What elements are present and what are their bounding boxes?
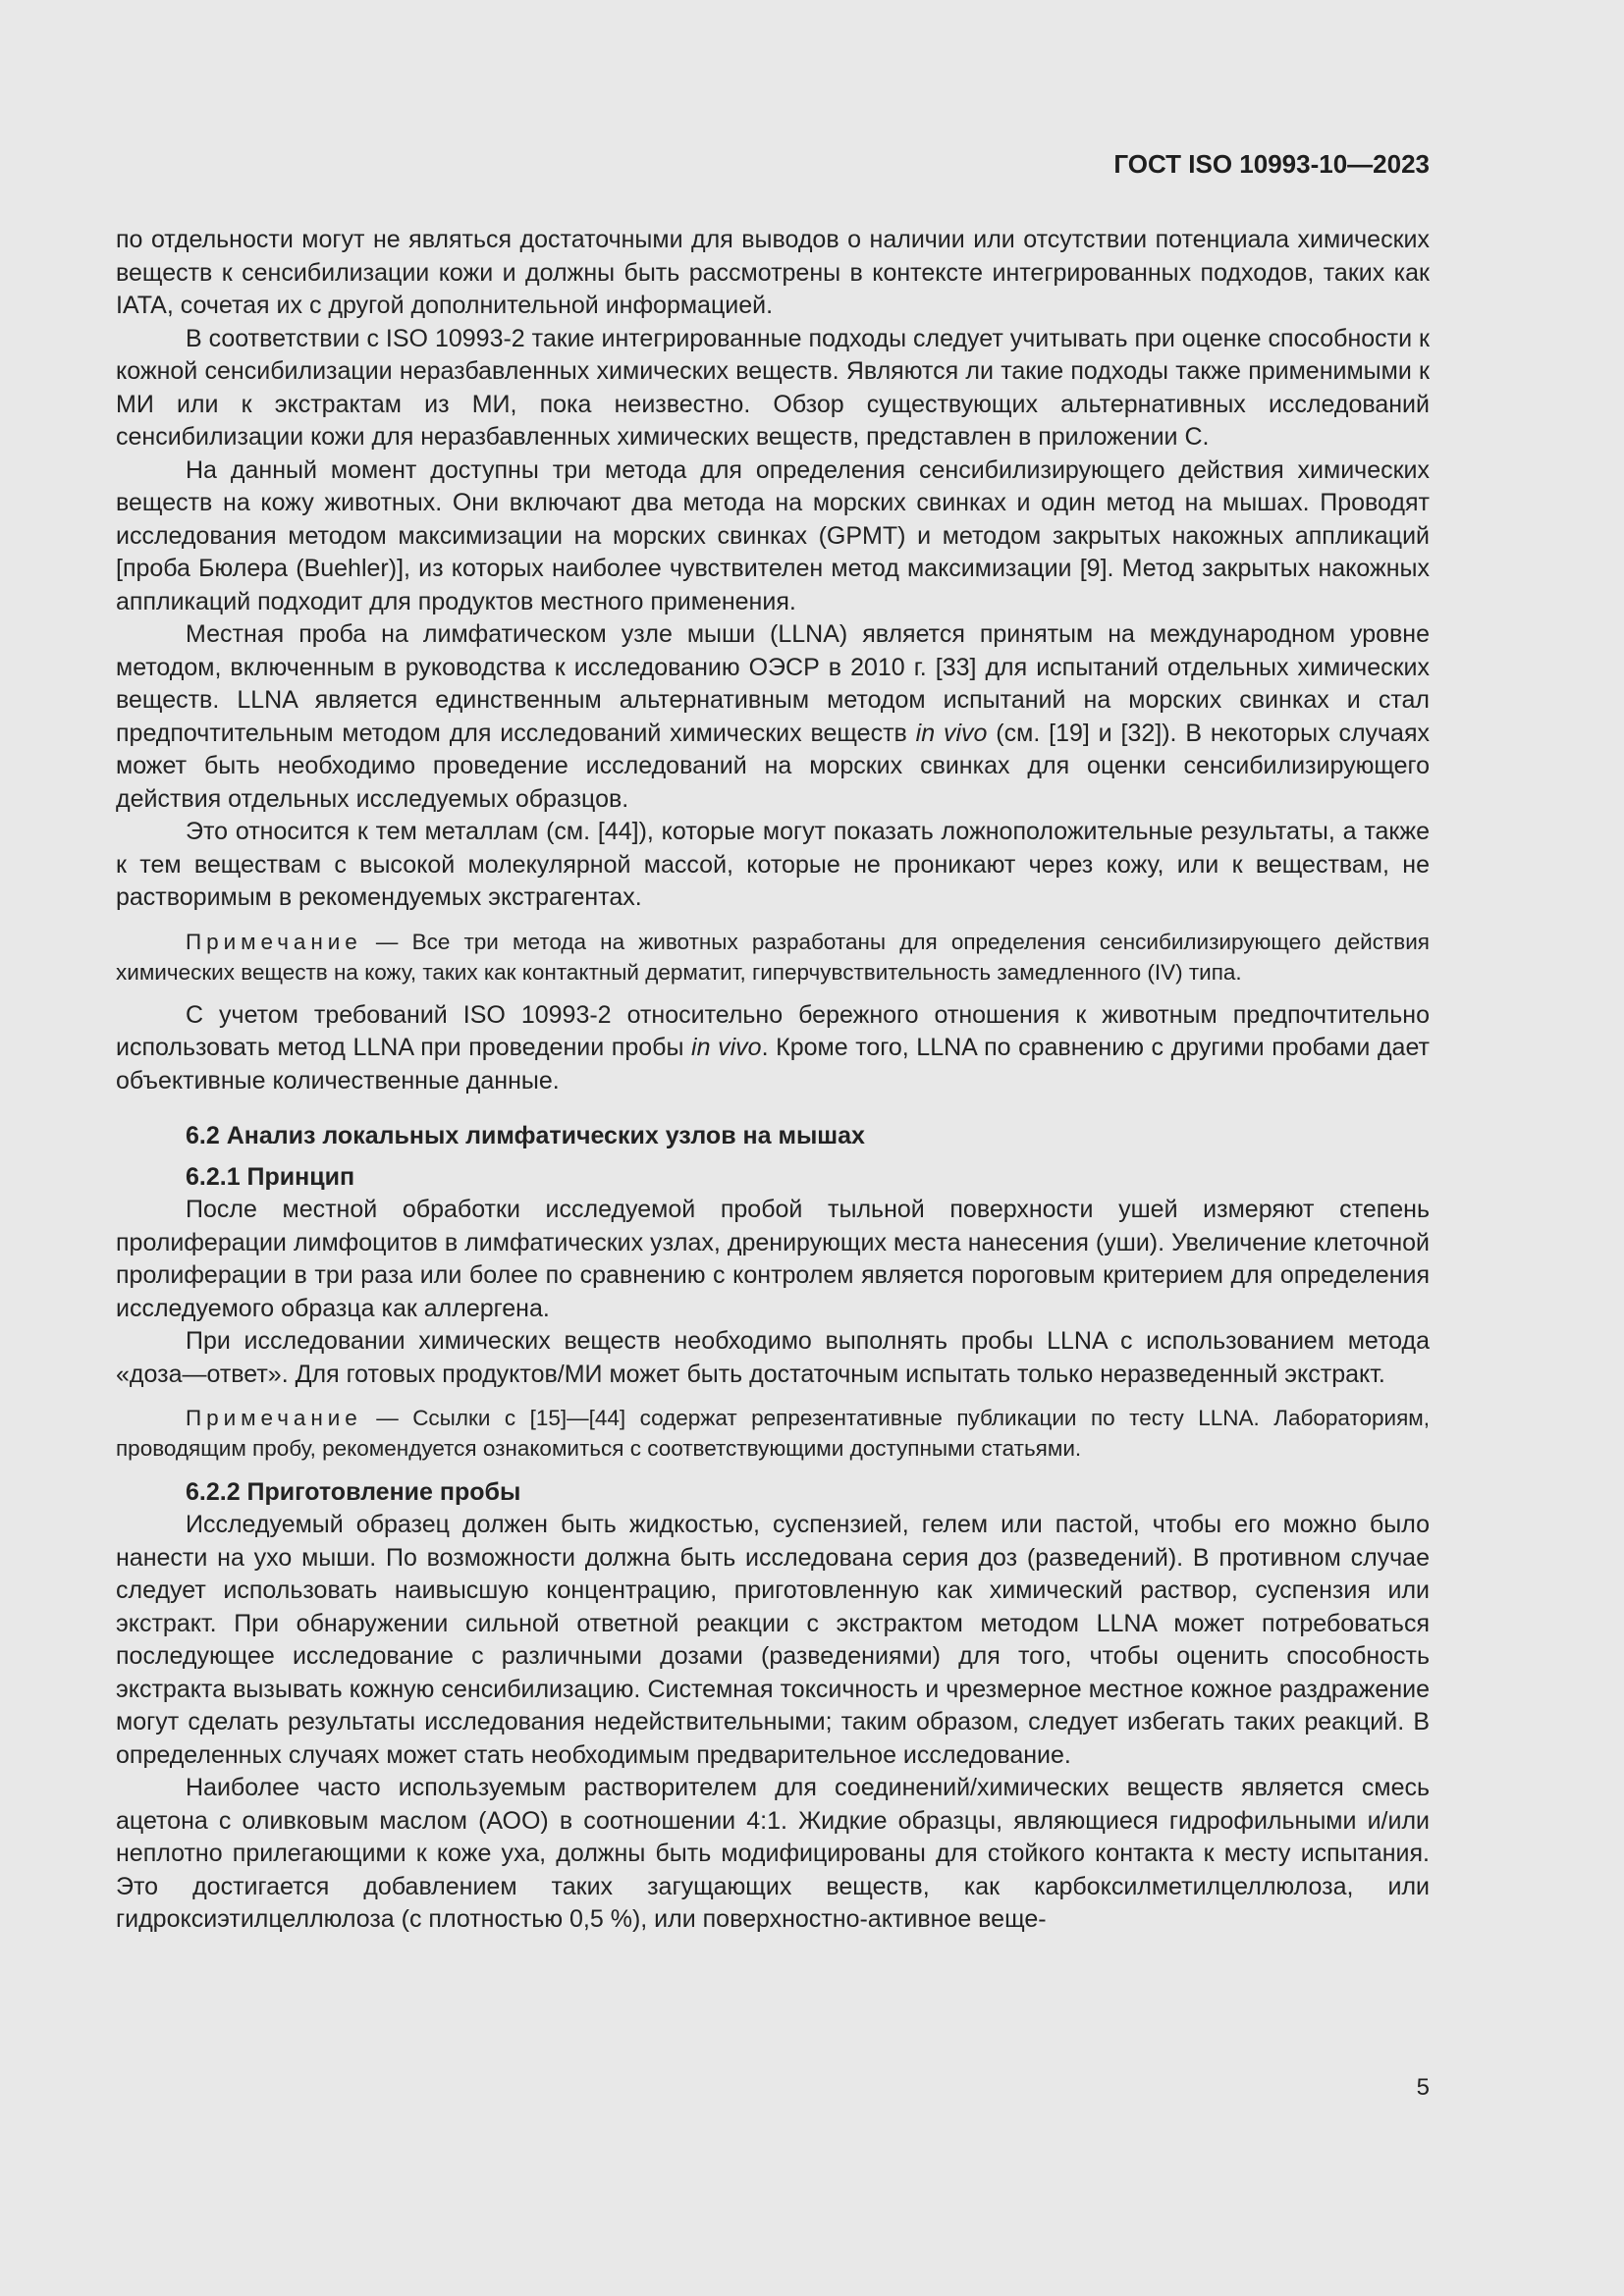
subsection-heading-6-2-2: 6.2.2 Приготовление пробы [186,1478,521,1506]
note-label: Примечание [186,929,362,954]
paragraph: После местной обработки исследуемой пробой тыльной поверхности ушей измеряют степень пролиферации лимфоцитов в лимфатических узлах, дренирующих места нанесения (уши). Увеличение клеточной пролиферации в три раза или более по сравнению с контролем является пороговым критерием для определения исследуемого образца как аллергена. [116,1196,1430,1322]
paragraph: Исследуемый образец должен быть жидкостью, суспензией, гелем или пастой, чтобы его можно было нанести на ухо мыши. По возможности должна быть исследована серия доз (разведений). В противном случае следует использовать наивысшую концентрацию, приготовленную как химический раствор, суспензия или экстракт. При обнаружении сильной ответной реакции с экстрактом методом LLNA может потребоваться последующее исследование с различными дозами (разведениями) для того, чтобы оценить способность экстракта вызывать кожную сенсибилизацию. Системная токсичность и чрезмерное местное кожное раздражение могут сделать результаты исследования недействительными; таким образом, следует избегать таких реакций. В определенных случаях может стать необходимым предварительное исследование. [116,1511,1430,1769]
note-text: Ссылки с [15]—[44] содержат репрезентативные публикации по тесту LLNA. Лабораториям, проводящим пробу, рекомендуется ознакомиться с соответствующими доступными статьями. [116,1406,1430,1461]
note-text: Все три метода на животных разработаны для определения сенсибилизирующего действия химических веществ на кожу, таких как контактный дерматит, гиперчувствительность замедленного (IV) типа. [116,929,1430,985]
document-code-header: ГОСТ ISO 10993-10—2023 [1113,149,1430,179]
note-dash: — [361,929,412,954]
note-dash: — [361,1406,413,1430]
italic-term: in vivo [691,1034,762,1061]
document-body [116,224,1430,1937]
paragraph [116,999,1430,1098]
italic-term: in vivo [915,719,988,747]
text-run: Местная проба на лимфатическом узле мыши (LLNA) является принятым на международном уровне методом, включенным в руководства к исследованию ОЭСР в 2010 г. [33] для испытаний отдельных химических веществ. LLNA является единственным альтернативным методом испытаний на морских свинках и стал предпочтительным методом для исследований химических веществ [116,620,1430,747]
text-run: (см. [19] и [32]). В некоторых случаях может быть необходимо проведение исследований на морских свинках для оценки сенсибилизирующего действия отдельных исследуемых образцов. [116,719,1430,813]
note [116,927,1430,988]
page-number: 5 [1416,2074,1430,2101]
paragraph: Наиболее часто используемым растворителем для соединений/химических веществ является смесь ацетона с оливковым маслом (АОО) в соотношении 4:1. Жидкие образцы, являющиеся гидрофильными и/или неплотно прилегающими к коже уха, должны быть модифицированы для стойкого контакта к месту испытания. Это достигается добавлением таких загущающих веществ, как карбоксилметилцеллюлоза, или гидроксиэтилцеллюлоза (с плотностью 0,5 %), или поверхностно-активное веще- [116,1774,1430,1933]
paragraph-llna [116,618,1430,816]
section-heading-6-2: 6.2 Анализ локальных лимфатических узлов на мышах [186,1122,865,1149]
text-run: С учетом требований ISO 10993-2 относительно бережного отношения к животным предпочтительно использовать метод LLNA при проведении пробы [116,1000,1430,1061]
paragraph: В соответствии с ISO 10993-2 такие интегрированные подходы следует учитывать при оценке способности к кожной сенсибилизации неразбавленных химических веществ. Являются ли такие подходы также применимыми к МИ или к экстрактам из МИ, пока неизвестно. Обзор существующих альтернативных исследований сенсибилизации кожи для неразбавленных химических веществ, представлен в приложении С. [116,324,1430,451]
paragraph: Это относится к тем металлам (см. [44]), которые могут показать ложноположительные результаты, а также к тем веществам с высокой молекулярной массой, которые не проникают через кожу, или к веществам, не растворимым в рекомендуемых экстрагентах. [116,818,1430,911]
paragraph: При исследовании химических веществ необходимо выполнять пробы LLNA с использованием метода «доза—ответ». Для готовых продуктов/МИ может быть достаточным испытать только неразведенный экстракт. [116,1327,1430,1388]
note-label: Примечание [186,1406,362,1430]
paragraph: На данный момент доступны три метода для определения сенсибилизирующего действия химических веществ на кожу животных. Они включают два метода на морских свинках и один метод на мышах. Проводят исследования методом максимизации на морских свинках (GPMT) и методом закрытых накожных аппликаций [проба Бюлера (Buehler)], из которых наиболее чувствителен метод максимизации [9]. Метод закрытых накожных аппликаций подходит для продуктов местного применения. [116,455,1430,615]
text-run: . Кроме того, LLNA по сравнению с другими пробами дает объективные количественные данные. [116,1034,1430,1095]
paragraph-continuation: по отдельности могут не являться достаточными для выводов о наличии или отсутствии потенциала химических веществ к сенсибилизации кожи и должны быть рассмотрены в контексте интегрированных подходов, таких как IATA, сочетая их с другой дополнительной информацией. [116,226,1430,319]
note [116,1403,1430,1464]
subsection-heading-6-2-1: 6.2.1 Принцип [186,1163,355,1191]
